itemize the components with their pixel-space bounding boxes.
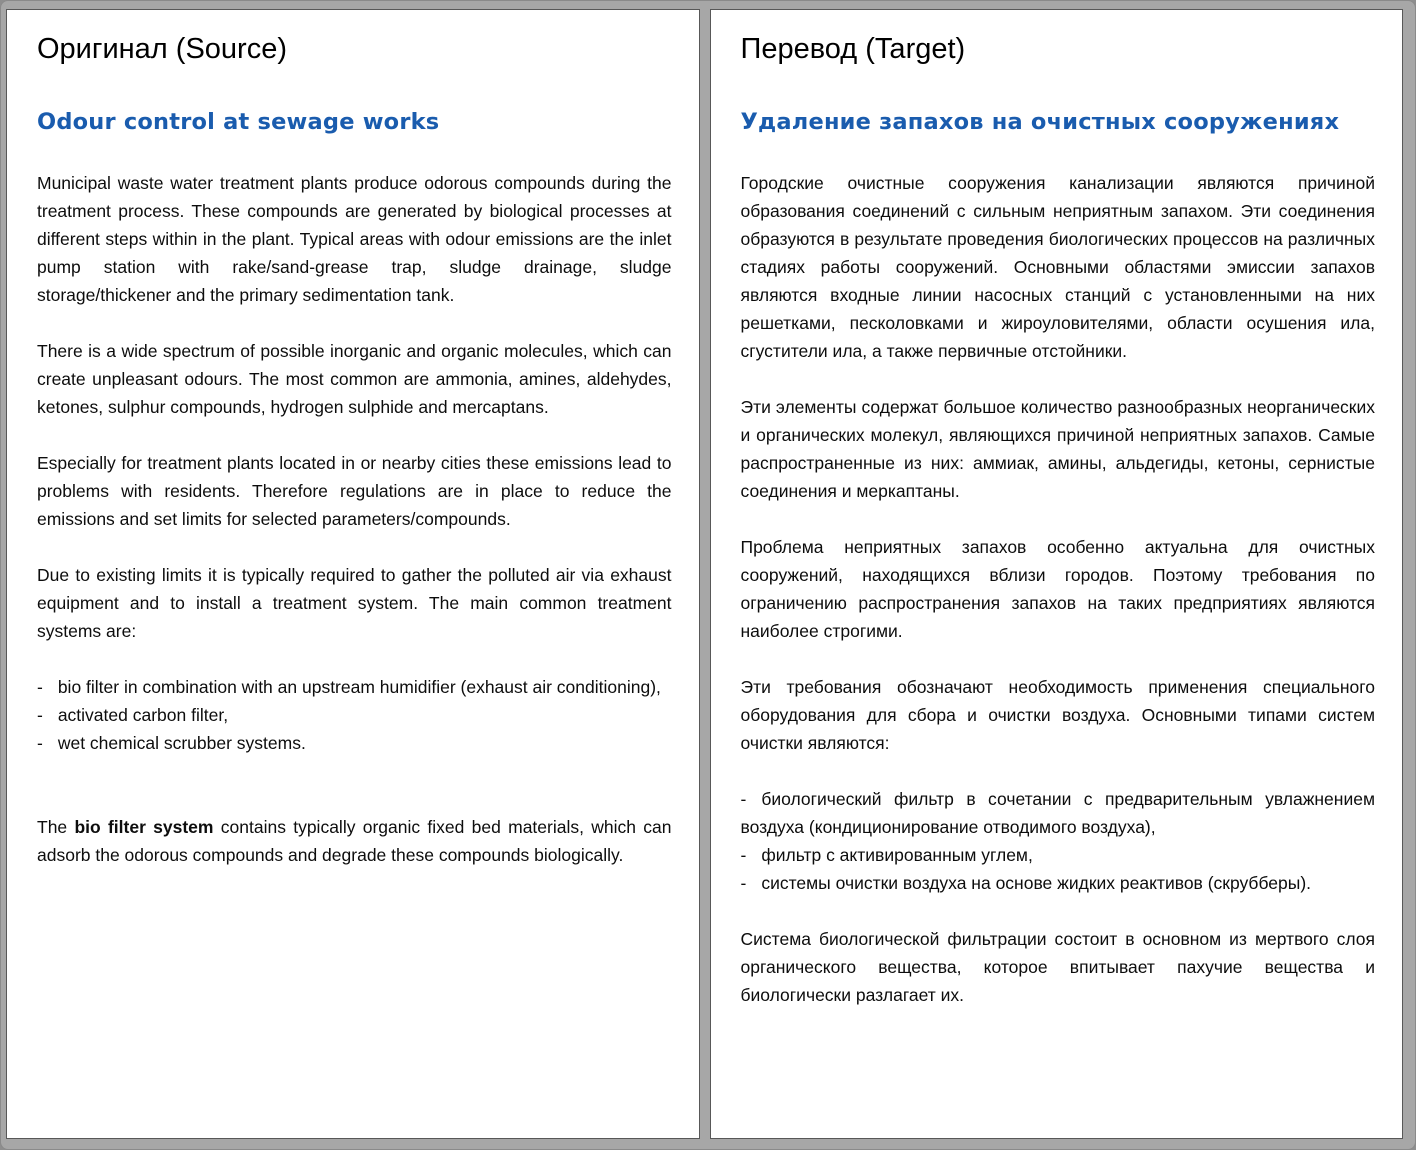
source-paragraph: Due to existing limits it is typically required to gather the polluted air via exhaust equipment and to install a treatment system. The main common treatment systems are: [37,564,672,641]
bullet-dash: - [740,844,747,865]
target-panel-title: Перевод (Target) [740,33,966,65]
source-list-item [37,701,672,729]
source-paragraph: There is a wide spectrum of possible inorganic and organic molecules, which can create unpleasant odours. The most common are ammonia, amines, aldehydes, ketones, sulphur compounds, hydrogen sulphide and mercaptans. [37,340,672,417]
target-list-item-text: биологический фильтр в сочетании с предварительным увлажнением воздуха (кондиционирование отводимого воздуха), [740,788,1375,837]
target-list-item [741,785,1376,841]
bullet-dash: - [37,676,43,697]
source-panel [6,9,700,1139]
source-body [37,169,672,869]
source-closing-pre: The [37,816,75,837]
source-document-heading: Odour control at sewage works [37,108,440,135]
bullet-dash: - [37,704,43,725]
source-list-item [37,729,672,757]
source-paragraph: Municipal waste water treatment plants produce odorous compounds during the treatment process. These compounds are generated by biological processes at different steps within in the plant. Typical areas with odour emissions are the inlet pump station with rake/sand-grease trap, sludge drainage, sludge storage/thickener and the primary sedimentation tank. [37,172,672,305]
target-paragraph: Эти элементы содержат большое количество разнообразных неорганических и органических молекул, являющихся причиной неприятных запахов. Самые распространенные из них: аммиак, амины, альдегиды, кетоны, сернистые соединения и меркаптаны. [740,396,1375,501]
target-paragraph: Эти требования обозначают необходимость применения специального оборудования для сбора и очистки воздуха. Основными типами систем очистки являются: [740,676,1375,753]
source-closing-post: contains typically organic fixed bed materials, which can adsorb the odorous compounds and degrade these compounds biologically. [37,816,672,865]
target-panel [710,9,1404,1139]
bullet-dash: - [37,732,43,753]
target-closing-paragraph: Система биологической фильтрации состоит в основном из мертвого слоя органического вещества, которое впитывает пахучие вещества и биологически разлагает их. [740,928,1375,1005]
target-list-item [741,841,1376,869]
target-list-item-text: фильтр с активированным углем, [761,844,1033,865]
target-body [741,169,1376,1009]
bullet-dash: - [740,872,747,893]
target-list-item [741,869,1376,897]
source-closing-paragraph [37,813,672,869]
source-list-item-text: activated carbon filter, [57,704,229,725]
source-list-item-text: bio filter in combination with an upstream humidifier (exhaust air conditioning), [57,676,661,697]
target-document-heading: Удаление запахов на очистных сооружениях [740,108,1340,135]
source-list-item [37,673,672,701]
target-paragraph: Городские очистные сооружения канализации являются причиной образования соединений с сильным неприятным запахом. Эти соединения образуются в результате проведения биологических процессов на различных стадиях работы сооружений. Основными областями эмиссии запахов являются входные линии насосных станций с установленными на них решетками, песколовками и жироуловителями, области осушения ила, сгустители ила, а также первичные отстойники. [740,172,1375,361]
bullet-dash: - [740,788,747,809]
source-closing-bold: bio filter system [74,816,214,837]
source-paragraph: Especially for treatment plants located in or nearby cities these emissions lead to problems with residents. Therefore regulations are in place to reduce the emissions and set limits for selected parameters/compounds. [37,452,672,529]
source-panel-title: Оригинал (Source) [37,33,287,65]
target-list-item-text: системы очистки воздуха на основе жидких реактивов (скрубберы). [761,872,1312,893]
target-paragraph: Проблема неприятных запахов особенно актуальна для очистных сооружений, находящихся вблизи городов. Поэтому требования по ограничению распространения запахов на таких предприятиях являются наиболее строгими. [740,536,1375,641]
source-list-item-text: wet chemical scrubber systems. [57,732,306,753]
